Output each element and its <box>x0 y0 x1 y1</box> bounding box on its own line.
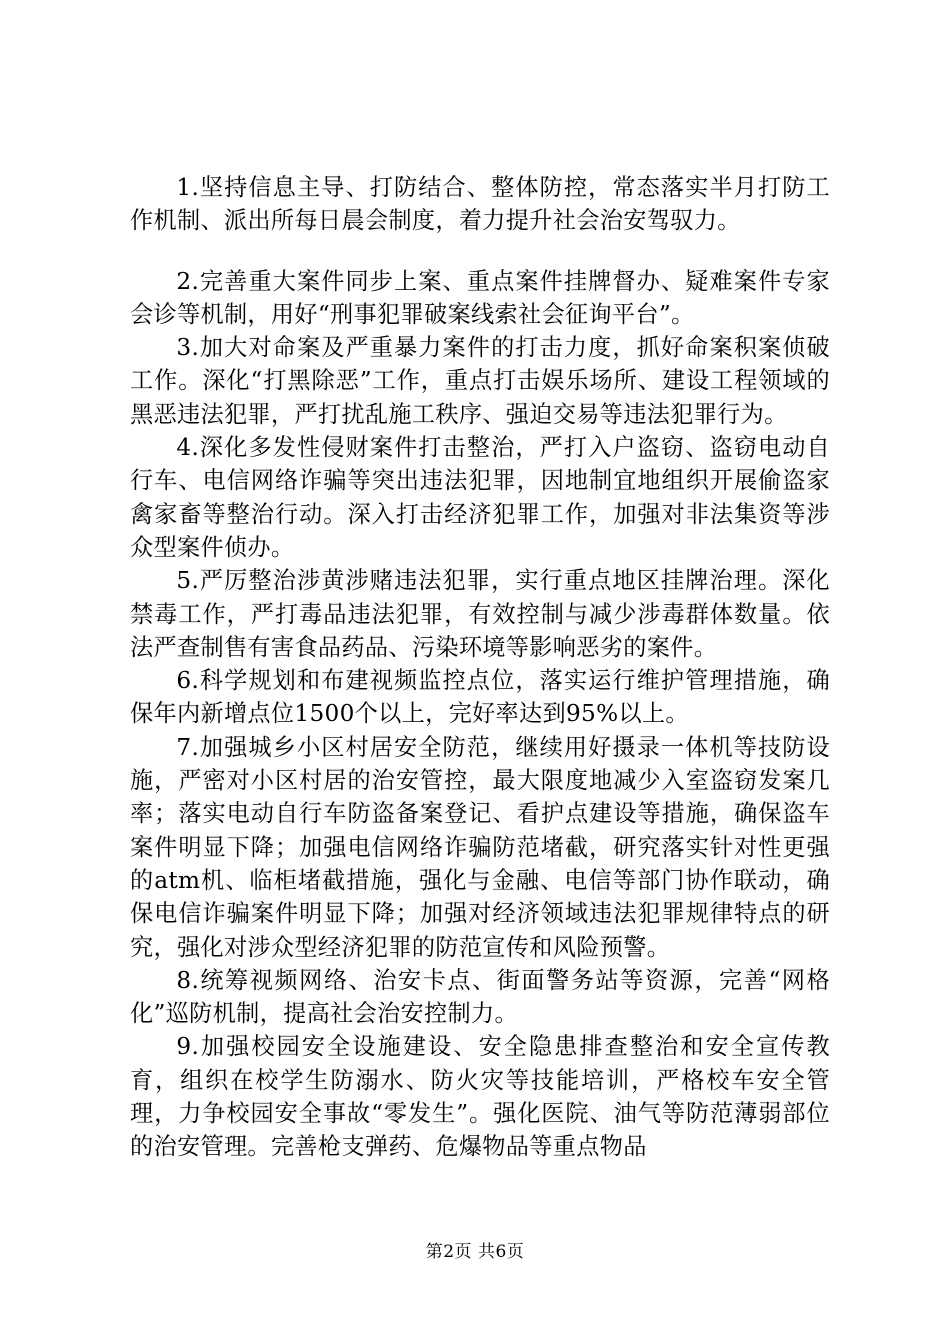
paragraph-2: 2.完善重大案件同步上案、重点案件挂牌督办、疑难案件专家会诊等机制，用好“刑事犯罪破案线索社会征询平台”。 <box>130 267 830 328</box>
document-body <box>130 171 830 1164</box>
paragraph-3: 3.加大对命案及严重暴力案件的打击力度，抓好命案积案侦破工作。深化“打黑除恶”工作，重点打击娱乐场所、建设工程领域的黑恶违法犯罪，严打扰乱施工秩序、强迫交易等违法犯罪行为。 <box>130 334 830 428</box>
page-footer: 第2页 共6页 <box>425 1242 525 1262</box>
paragraph-6: 6.科学规划和布建视频监控点位，落实运行维护管理措施，确保年内新增点位1500个以上，完好率达到95%以上。 <box>130 667 830 728</box>
paragraph-8: 8.统筹视频网络、治安卡点、街面警务站等资源，完善“网格化”巡防机制，提高社会治安控制力。 <box>130 966 830 1028</box>
paragraph-5: 5.严厉整治涉黄涉赌违法犯罪，实行重点地区挂牌治理。深化禁毒工作，严打毒品违法犯罪，有效控制与减少涉毒群体数量。依法严查制售有害食品药品、污染环境等影响恶劣的案件。 <box>130 567 830 661</box>
paragraph-9: 9.加强校园安全设施建设、安全隐患排查整治和安全宣传教育，组织在校学生防溺水、防火灾等技能培训，严格校车安全管理，力争校园安全事故“零发生”。强化医院、油气等防范薄弱部位的治安管理。完善枪支弹药、危爆物品等重点物品 <box>130 1033 830 1161</box>
paragraph-4: 4.深化多发性侵财案件打击整治，严打入户盗窃、盗窃电动自行车、电信网络诈骗等突出违法犯罪，因地制宜地组织开展偷盗家禽家畜等整治行动。深入打击经济犯罪工作，加强对非法集资等涉众型案件侦办。 <box>130 434 830 561</box>
paragraph-7: 7.加强城乡小区村居安全防范，继续用好摄录一体机等技防设施，严密对小区村居的治安管控，最大限度地减少入室盗窃发案几率；落实电动自行车防盗备案登记、看护点建设等措施，确保盗车案件明显下降；加强电信网络诈骗防范堵截，研究落实针对性更强的atm机、临柜堵截措施，强化与金融、电信等部门协作联动，确保电信诈骗案件明显下降；加强对经济领域违法犯罪规律特点的研究，强化对涉众型经济犯罪的防范宣传和风险预警。 <box>130 733 830 961</box>
paragraph-1: 1.坚持信息主导、打防结合、整体防控，常态落实半月打防工作机制、派出所每日晨会制度，着力提升社会治安驾驭力。 <box>130 174 830 235</box>
